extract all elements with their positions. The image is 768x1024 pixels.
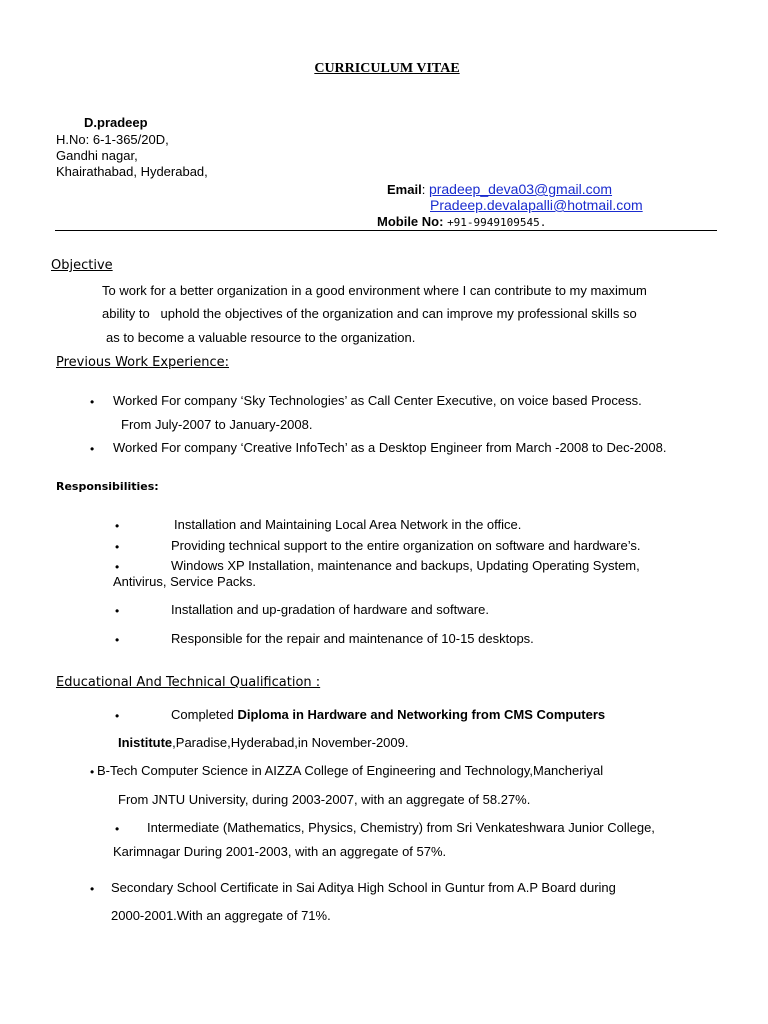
bullet-marker: •	[115, 540, 120, 554]
mobile-row	[377, 214, 546, 229]
address-line-2: Gandhi nagar,	[56, 148, 138, 163]
diploma-details: ,Paradise,Hyderabad,in November-2009.	[172, 735, 409, 750]
responsibility-item-3: Windows XP Installation, maintenance and backups, Updating Operating System,	[171, 558, 640, 573]
diploma-title: Diploma in Hardware and Networking from CMS Computers	[237, 707, 606, 722]
objective-line-3: as to become a valuable resource to the organization.	[106, 330, 416, 345]
experience-item-1: Worked For company ‘Sky Technologies’ as Call Center Executive, on voice based Process.	[113, 393, 642, 408]
bullet-marker: •	[90, 442, 95, 456]
email-row	[387, 181, 612, 197]
responsibility-item-2: Providing technical support to the entire organization on software and hardware’s.	[171, 538, 641, 553]
education-ssc-line-1: Secondary School Certificate in Sai Aditya High School in Guntur from A.P Board during	[111, 880, 616, 895]
mobile-number: +91-9949109545.	[447, 216, 547, 229]
bullet-marker: •	[90, 882, 95, 896]
bullet-marker: •	[90, 395, 95, 409]
address-line-3: Khairathabad, Hyderabad,	[56, 164, 208, 179]
education-btech-line-1: B-Tech Computer Science in AIZZA College of Engineering and Technology,Mancheriyal	[97, 763, 604, 778]
responsibility-item-4: Installation and up-gradation of hardware and software.	[171, 602, 489, 617]
candidate-name: D.pradeep	[84, 115, 148, 130]
education-diploma-line-1	[171, 707, 605, 722]
mobile-label: Mobile No:	[377, 214, 444, 229]
bullet-marker: •	[115, 633, 120, 647]
education-diploma-line-2	[118, 735, 408, 750]
diploma-prefix: Completed	[171, 707, 238, 722]
responsibility-item-3-cont: Antivirus, Service Packs.	[113, 574, 257, 589]
address-line-1: H.No: 6-1-365/20D,	[56, 132, 169, 147]
education-ssc-line-2: 2000-2001.With an aggregate of 71%.	[111, 908, 331, 923]
experience-item-2: Worked For company ‘Creative InfoTech’ as a Desktop Engineer from March -2008 to Dec-2008.	[113, 440, 667, 455]
objective-heading: Objective	[51, 258, 113, 273]
responsibilities-heading: Responsibilities:	[56, 480, 159, 493]
diploma-institute: Inistitute	[118, 735, 173, 750]
email-separator: :	[421, 182, 426, 197]
bullet-marker: •	[115, 519, 120, 533]
email-link-hotmail[interactable]: Pradeep.devalapalli@hotmail.com	[430, 197, 643, 213]
bullet-marker: •	[90, 765, 95, 779]
header-divider	[55, 230, 717, 231]
bullet-marker: •	[115, 560, 120, 574]
education-btech-line-2: From JNTU University, during 2003-2007, with an aggregate of 58.27%.	[118, 792, 531, 807]
objective-line-1: To work for a better organization in a good environment where I can contribute to my maximum	[102, 283, 647, 298]
experience-item-1-dates: From July-2007 to January-2008.	[121, 417, 313, 432]
education-inter-line-1: Intermediate (Mathematics, Physics, Chemistry) from Sri Venkateshwara Junior College,	[147, 820, 655, 835]
document-title: CURRICULUM VITAE	[314, 61, 460, 76]
objective-line-2: ability to uphold the objectives of the organization and can improve my professional skills so	[102, 306, 637, 321]
bullet-marker: •	[115, 604, 120, 618]
experience-heading: Previous Work Experience:	[56, 355, 229, 370]
responsibility-item-5: Responsible for the repair and maintenance of 10-15 desktops.	[171, 631, 534, 646]
bullet-marker: •	[115, 709, 120, 723]
email-link-gmail[interactable]: pradeep_deva03@gmail.com	[428, 181, 613, 197]
email-label: Email	[387, 182, 422, 197]
education-inter-line-2: Karimnagar During 2001-2003, with an aggregate of 57%.	[113, 844, 447, 859]
bullet-marker: •	[115, 822, 120, 836]
education-heading: Educational And Technical Qualification :	[56, 675, 321, 690]
responsibility-item-1: Installation and Maintaining Local Area Network in the office.	[174, 517, 522, 532]
